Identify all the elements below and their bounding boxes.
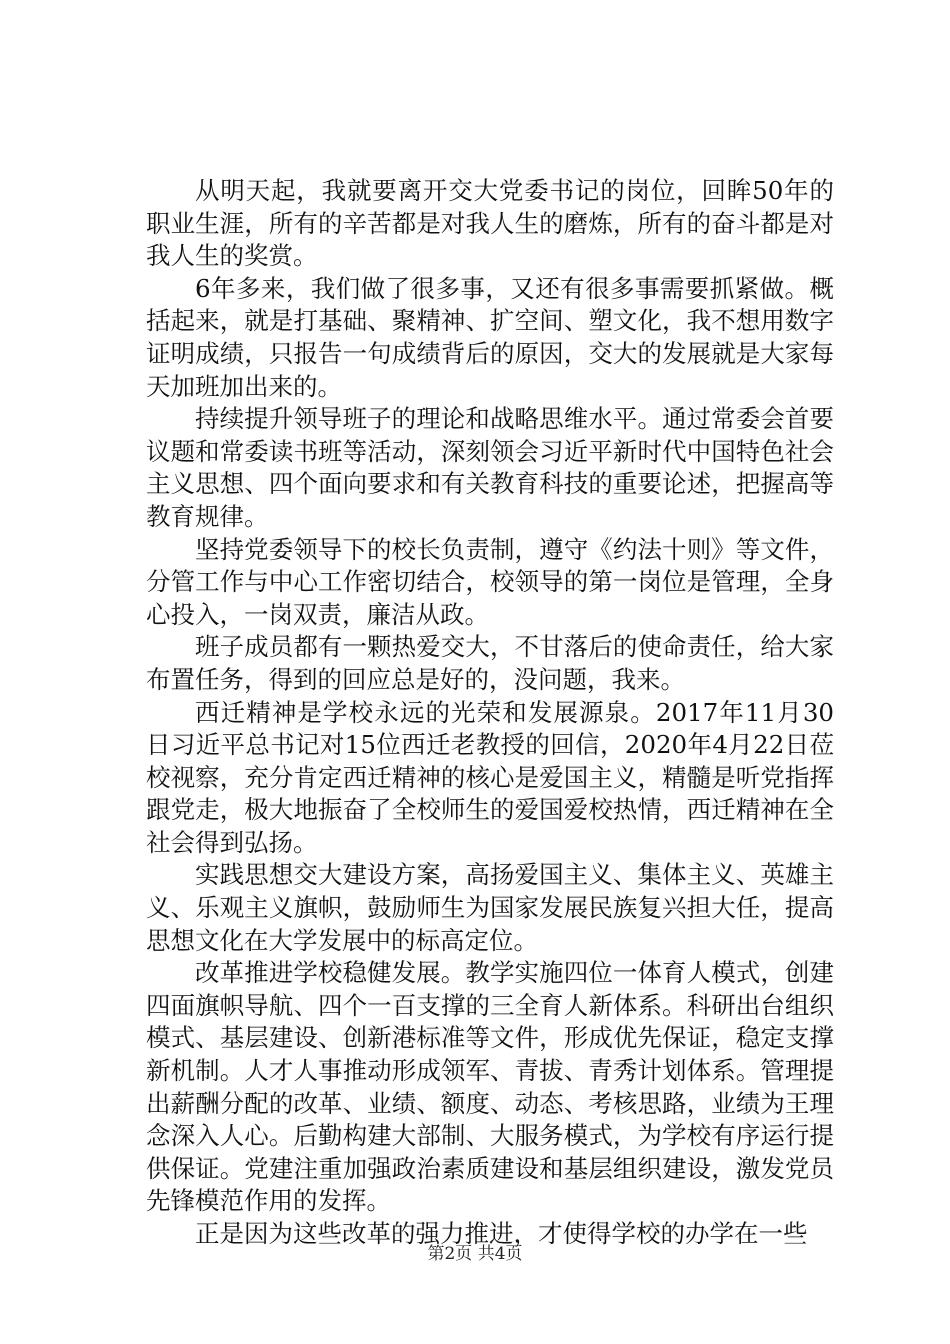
paragraph-9: 正是因为这些改革的强力推进，才使得学校的办学在一些 — [195, 1219, 808, 1248]
paragraph-5: 班子成员都有一颗热爱交大，不甘落后的使命责任，给大家布置任务，得到的回应总是好的，没问题，我来。 — [146, 632, 834, 694]
document-body — [146, 175, 834, 1251]
paragraph-3: 持续提升领导班子的理论和战略思维水平。通过常委会首要议题和常委读书班等活动，深刻领会习近平新时代中国特色社会主义思想、四个面向要求和有关教育科技的重要论述，把握高等教育规律。 — [146, 404, 834, 531]
paragraph-6: 西迁精神是学校永远的光荣和发展源泉。2017年11月30日习近平总书记对15位西迁老教授的回信，2020年4月22日莅校视察，充分肯定西迁精神的核心是爱国主义，精髓是听党指挥跟党走，极大地振奋了全校师生的爱国爱校热情，西迁精神在全社会得到弘扬。 — [146, 697, 834, 857]
paragraph-2: 6年多来，我们做了很多事，又还有很多事需要抓紧做。概括起来，就是打基础、聚精神、扩空间、塑文化，我不想用数字证明成绩，只报告一句成绩背后的原因，交大的发展就是大家每天加班加出来的。 — [146, 273, 834, 401]
paragraph-4: 坚持党委领导下的校长负责制，遵守《约法十则》等文件，分管工作与中心工作密切结合，校领导的第一岗位是管理，全身心投入，一岗双责，廉洁从政。 — [146, 534, 834, 629]
paragraph-7: 实践思想交大建设方案，高扬爱国主义、集体主义、英雄主义、乐观主义旗帜，鼓励师生为国家发展民族复兴担大任，提高思想文化在大学发展中的标高定位。 — [146, 860, 834, 955]
paragraph-1: 从明天起，我就要离开交大党委书记的岗位，回眸50年的职业生涯，所有的辛苦都是对我人生的磨炼，所有的奋斗都是对我人生的奖赏。 — [146, 176, 834, 271]
page-number-footer: 第2页 共4页 — [427, 1244, 523, 1264]
paragraph-8: 改革推进学校稳健发展。教学实施四位一体育人模式，创建四面旗帜导航、四个一百支撑的三全育人新体系。科研出台组织模式、基层建设、创新港标准等文件，形成优先保证，稳定支撑新机制。人才人事推动形成领军、青拔、青秀计划体系。管理提出薪酬分配的改革、业绩、额度、动态、考核思路，业绩为王理念深入人心。后勤构建大部制、大服务模式，为学校有序运行提供保证。党建注重加强政治素质建设和基层组织建设，激发党员先锋模范作用的发挥。 — [146, 958, 834, 1216]
